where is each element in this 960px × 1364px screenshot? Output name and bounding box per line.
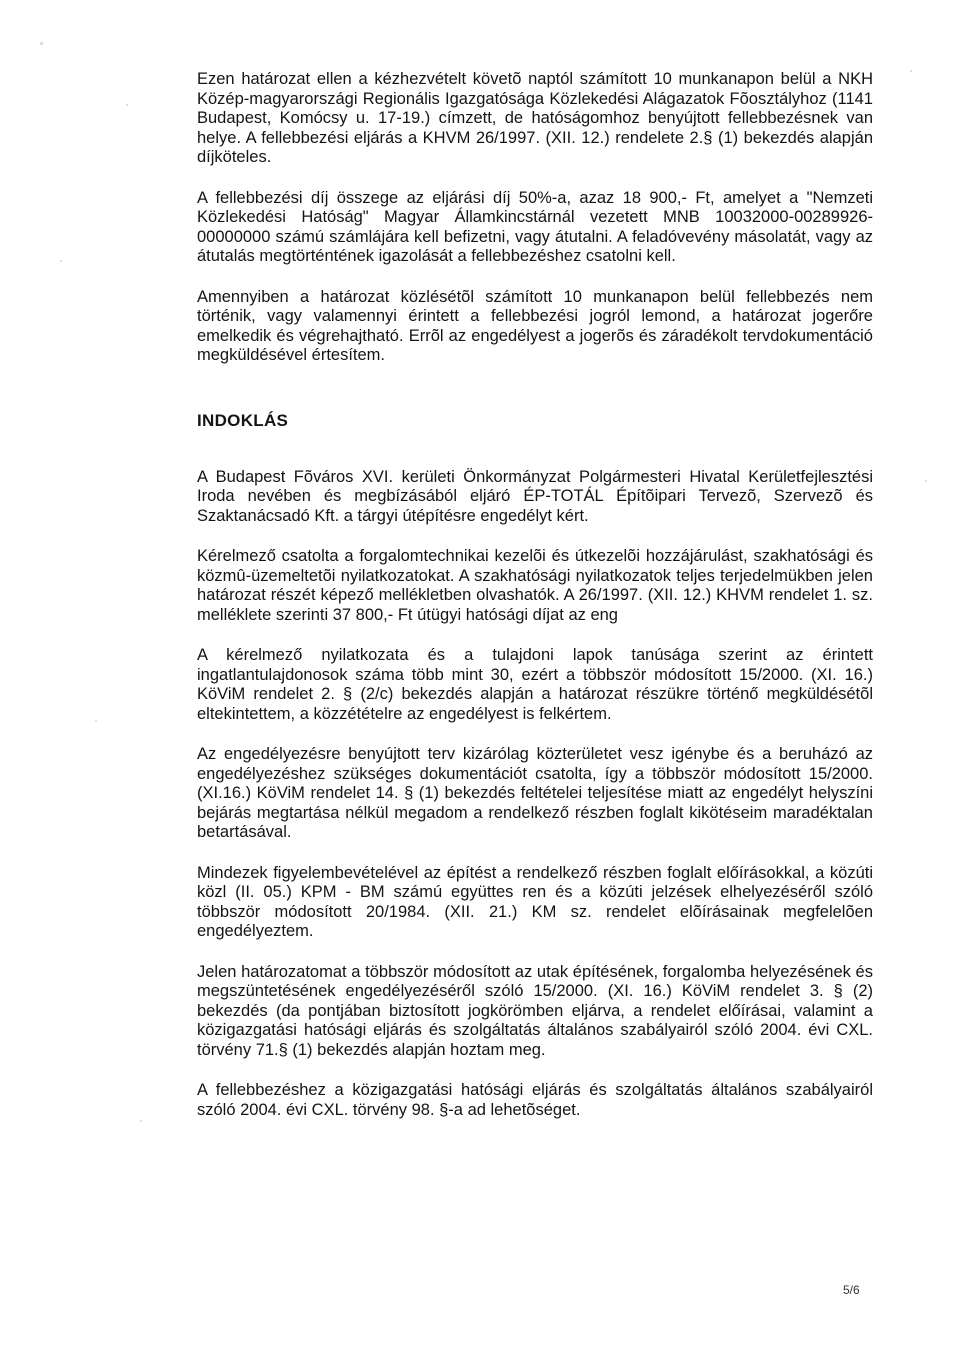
paragraph-finality: Amennyiben a határozat közlésétõl számított 10 munkanapon belül fellebbezés nem történik, vagy valamennyi érintett a fellebbezési jogról lemond, a határozat jogerőre emelkedik és végrehajtható. Errõl az engedélyest a jogerõs és záradékolt tervdokumentáció megküldésével értesítem. [197, 287, 873, 364]
scan-speck [95, 720, 97, 722]
scan-speck [910, 70, 912, 72]
scan-speck [925, 480, 927, 482]
paragraph-regulations: Mindezek figyelembevételével az építést a rendelkező részben foglalt előírásokkal, a közúti közl (II. 05.) KPM - BM számú együttes ren és a közúti jelzések elhelyezéséről szóló többször módosított 20/1984. (XII. 21.) KM sz. rendelet elõírásainak megfelelõen engedélyeztem. [197, 863, 873, 940]
scan-speck [60, 260, 62, 262]
scan-speck [126, 104, 128, 106]
paragraph-permit-conditions: Az engedélyezésre benyújtott terv kizárólag közterületet vesz igénybe és a beruházó az engedélyezéshez szükséges dokumentációt csatolta, így a többször módosított 15/2000. (XI.16.) KöViM rendelet 14. § (1) bekezdés feltételei teljesítése miatt az engedélyt helyszíni bejárás megtartása nélkül megadom a rendelkező részben foglalt kikötéseim maradéktalan betartásával. [197, 745, 873, 841]
page-number: 5/6 [843, 1283, 860, 1297]
section-heading: INDOKLÁS [197, 410, 289, 430]
document-body [197, 70, 873, 1141]
paragraph-appeal-rights: Ezen határozat ellen a kézhezvételt követõ naptól számított 10 munkanapon belül a NKH Közép-magyarországi Regionális Igazgatósága Közlekedési Alágazatok Fõosztályhoz (1141 Budapest, Komócsy u. 17-19.) címzett, de hatóságomhoz benyújtott fellebbezésnek van helye. A fellebbezési eljárás a KHVM 26/1997. (XII. 12.) rendelete 2.§ (1) bekezdés alapján díjköteles. [197, 70, 873, 166]
paragraph-appeal-basis: A fellebbezéshez a közigazgatási hatósági eljárás és szolgáltatás általános szabályairól szóló 2004. évi CXL. törvény 98. §-a ad lehetõséget. [197, 1081, 873, 1119]
paragraph-owners: A kérelmező nyilatkozata és a tulajdoni lapok tanúsága szerint az érintett ingatlantulajdonosok száma több mint 30, ezért a többször módosított 15/2000. (XI. 16.) KöViM rendelet 2. § (2/c) bekezdés alapján a határozat részükre történő megküldésétõl eltekintettem, a közzétételre az engedélyest is felkértem. [197, 646, 873, 723]
paragraph-appeal-fee: A fellebbezési díj összege az eljárási díj 50%-a, azaz 18 900,- Ft, amelyet a "Nemzeti Közlekedési Hatóság" Magyar Államkincstárnál vezetett MNB 10032000-00289926-00000000 számú számlájára kell befizetni, vagy átutalni. A feladóvevény másolatát, vagy az átutalás megtörténtének igazolását a fellebbezéshez csatolni kell. [197, 188, 873, 265]
paragraph-attachments: Kérelmező csatolta a forgalomtechnikai kezelõi és útkezelõi hozzájárulást, szakhatósági és közmû-üzemeltetõi nyilatkozatokat. A szakhatósági nyilatkozatok teljes terjedelmükben jelen határozat részét képező mellékletben olvashatók. A 26/1997. (XII. 12.) KHVM rendelet 1. sz. melléklete szerinti 37 800,- Ft útügyi hatósági díjat az eng [197, 547, 873, 624]
scan-speck [40, 42, 43, 45]
scan-speck [140, 1120, 142, 1122]
paragraph-authority: Jelen határozatomat a többször módosított az utak építésének, forgalomba helyezésének és megszüntetésének engedélyezéséről szóló 15/2000. (XI. 16.) KöViM rendelet 3. § (2) bekezdés (da pontjában biztosított jogkörömben eljárva, a rendelet előírásai, valamint a közigazgatási hatósági eljárás és szolgáltatás általános szabályairól szóló 2004. évi CXL. törvény 71.§ (1) bekezdés alapján hoztam meg. [197, 962, 873, 1059]
paragraph-applicant: A Budapest Fõváros XVI. kerületi Önkormányzat Polgármesteri Hivatal Kerületfejlesztési Iroda nevében és megbízásából eljáró ÉP-TOTÁL Építõipari Tervezõ, Szervezõ és Szaktanácsadó Kft. a tárgyi útépítésre engedélyt kért. [197, 467, 873, 525]
